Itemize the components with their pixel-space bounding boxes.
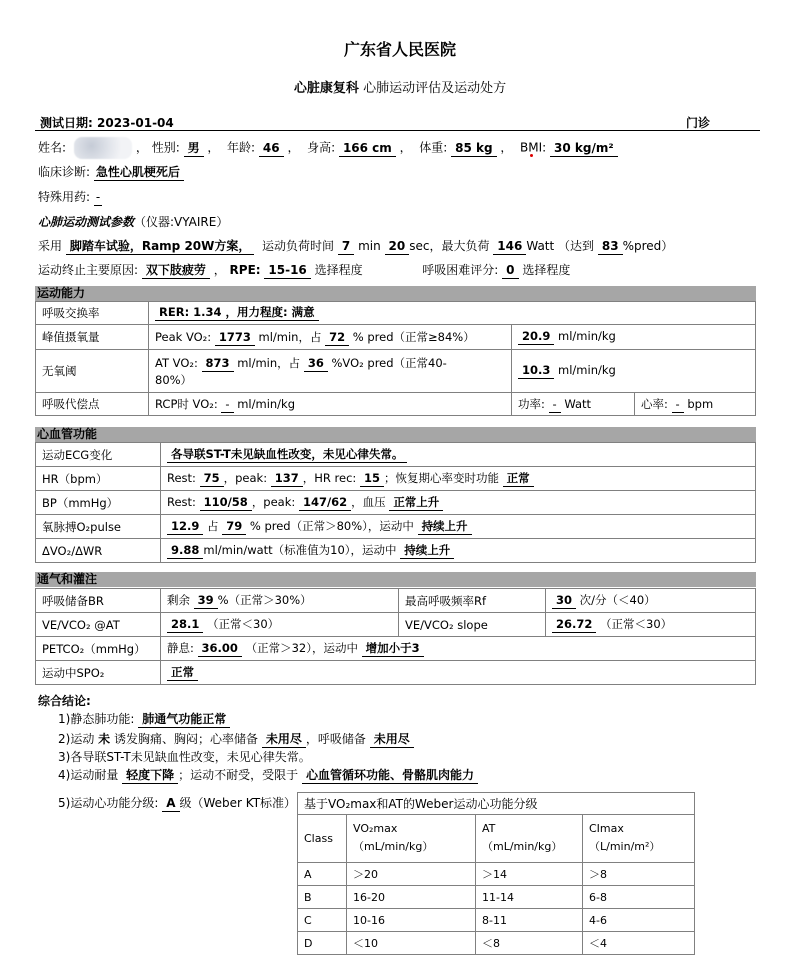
power-value: - (549, 397, 561, 413)
weber-h-class: Class (298, 815, 347, 863)
summary-2c: 诱发胸痛、胸闷；心率储备 (114, 732, 259, 746)
test-date-value: 2023-01-04 (97, 116, 174, 130)
ecg-value: 各导联ST-T未见缺血性改变，未见心律失常。 (167, 447, 407, 463)
table-row (36, 661, 756, 685)
blurred-name (74, 137, 132, 159)
table-row (36, 637, 756, 661)
bp-rest-label: Rest: (167, 495, 196, 509)
summary-2f: 未用尽 (370, 732, 414, 748)
weber-cell: ＞14 (476, 863, 583, 886)
weber-cell: 8-11 (476, 909, 583, 932)
ve-slope-unit: （正常＜30） (600, 617, 673, 631)
slope-value: 9.88 (167, 543, 203, 559)
weber-cell: ＞8 (583, 863, 695, 886)
o2pulse-trend: 持续上升 (418, 519, 472, 535)
rcp-vo2-value: - (221, 397, 233, 413)
peak-vo2-value: 1773 (215, 330, 255, 346)
ventilation-table (35, 588, 756, 685)
ve-slope-value: 26.72 (552, 617, 596, 633)
weber-cell: 6-8 (583, 886, 695, 909)
document-subtitle (0, 77, 800, 96)
seconds-value: 20 (385, 239, 410, 255)
table-row (36, 350, 756, 393)
at-pct-unit: %VO₂ pred（正常40- (331, 355, 447, 370)
slope-trend: 持续上升 (400, 543, 454, 559)
at-kg-unit: ml/min/kg (558, 363, 616, 377)
bp-resp-label: ，血压 (351, 495, 386, 509)
name-label: 姓名: (38, 140, 67, 155)
summary-item-4 (58, 766, 478, 784)
spo2-value: 正常 (167, 665, 198, 681)
o2pulse-unit: % pred（正常＞80%），运动中 (249, 519, 414, 533)
summary-5c: 级（Weber KT标准） (179, 796, 297, 810)
summary-item-5 (58, 794, 296, 812)
weight-label: 体重: (419, 140, 448, 155)
watt-unit: Watt （达到 (526, 239, 595, 253)
summary-4c: ；运动不耐受，受限于 (178, 768, 299, 782)
rcp-vo2-label: RCP时 VO₂: (155, 396, 218, 411)
table-row (298, 909, 695, 932)
petco2-prefix: 静息: (167, 641, 194, 655)
hr-rest-label: Rest: (167, 471, 196, 485)
summary-1-value: 肺通气功能正常 (138, 712, 230, 728)
stop-line: 运动终止主要原因: 双下肢疲劳 ， RPE: 15-16 选择程度 呼吸困难评分: 0 选择程度 (38, 263, 571, 277)
weber-cell: ＞20 (347, 863, 476, 886)
hr-peak-value: 137 (271, 471, 303, 487)
hr-value: - (672, 397, 684, 413)
rpe-hint: 选择程度 (314, 263, 363, 277)
section-exercise: 运动能力 (35, 286, 756, 301)
bp-peak-label: ，peak: (251, 495, 296, 509)
o2pulse-value: 12.9 (167, 519, 203, 535)
max-load-value: 146 (493, 239, 526, 255)
summary-4a: 4)运动耐量 (58, 768, 119, 782)
weber-h-vo2-title: VO₂max (353, 822, 398, 835)
weber-cell: ＜8 (476, 932, 583, 955)
weber-h-at-title: AT (482, 822, 496, 835)
weber-table (297, 792, 695, 955)
weber-cell: A (298, 863, 347, 886)
summary-item-1 (58, 710, 230, 728)
summary-5a: 5)运动心功能分级: (58, 796, 159, 810)
weber-h-ci-unit: （L/min/m²） (589, 840, 661, 853)
diagnosis-line (38, 163, 184, 181)
br-label: 呼吸储备BR (36, 589, 161, 613)
table-row (298, 793, 695, 815)
hr-rec-value: 15 (360, 471, 384, 487)
chrono-value: 正常 (503, 471, 534, 487)
document-title: 心肺运动评估及运动处方 (363, 81, 507, 96)
o2pulse-pct: 79 (222, 519, 246, 535)
weber-h-vo2 (347, 815, 476, 863)
hr-rec-label: ，HR rec: (302, 471, 357, 485)
sec-unit: sec，最大负荷 (409, 239, 490, 253)
cpet-title: 心肺运动测试参数 (38, 215, 135, 229)
hr-peak-label: ，peak: (223, 471, 268, 485)
summary-4b: 轻度下降 (122, 768, 178, 784)
time-label: 运动负荷时间 (262, 239, 335, 253)
dyspnea-value: 0 (502, 263, 518, 279)
table-row (36, 515, 756, 539)
br-prefix: 剩余 (167, 593, 190, 607)
age-label: 年龄: (227, 140, 256, 155)
rf-unit: 次/分（＜40） (579, 593, 656, 607)
height-value: 166 cm (339, 141, 396, 157)
at-vo2-unit: ml/min，占 (237, 355, 301, 370)
at-pct-value: 36 (304, 356, 328, 372)
br-unit: %（正常＞30%） (217, 593, 312, 607)
weber-h-at-unit: （mL/min/kg） (482, 840, 563, 853)
table-row (36, 302, 756, 325)
drug-value: - (95, 190, 101, 204)
ve-slope-label: VE/VCO₂ slope (399, 613, 546, 637)
pred-pct-value: 83 (598, 239, 623, 255)
bp-row-label: BP（mmHg） (36, 491, 161, 515)
department: 心脏康复科 (293, 81, 359, 96)
veat-label: VE/VCO₂ @AT (36, 613, 161, 637)
weber-cell: C (298, 909, 347, 932)
table-row (36, 539, 756, 563)
ecg-label: 运动ECG变化 (36, 443, 161, 467)
pred-unit: %pred） (622, 239, 674, 253)
weight-value: 85 kg (451, 141, 496, 157)
table-row (36, 393, 756, 416)
bp-peak-value: 147/62 (299, 495, 351, 511)
veat-value: 28.1 (167, 617, 203, 633)
rf-label: 最高呼吸频率Rf (399, 589, 546, 613)
cardio-table (35, 442, 756, 563)
power-label: 功率: (518, 396, 545, 411)
rcp-vo2-unit: ml/min/kg (237, 396, 296, 411)
at-label: 无氧阈 (36, 350, 149, 393)
drug-label: 特殊用药: (38, 190, 91, 204)
summary-1-label: 1)静态肺功能: (58, 712, 135, 726)
stop-label: 运动终止主要原因: (38, 263, 139, 277)
hr-unit: bpm (687, 396, 714, 411)
table-row (36, 443, 756, 467)
hr-rest-value: 75 (200, 471, 224, 487)
weber-h-ci-title: CImax (589, 822, 624, 835)
clinic-type: 门诊 (686, 116, 711, 130)
weber-cell: B (298, 886, 347, 909)
power-unit: Watt (564, 396, 592, 411)
at-vo2-label: AT VO₂: (155, 355, 198, 370)
rpe-value: 15-16 (264, 263, 310, 279)
table-row (298, 932, 695, 955)
peak-vo2-unit: ml/min，占 (258, 329, 322, 344)
bp-rest-value: 110/58 (200, 495, 252, 511)
weber-h-ci (583, 815, 695, 863)
bmi-label: BMI: (520, 140, 547, 155)
weber-cell: D (298, 932, 347, 955)
protocol-value: 脚踏车试验，Ramp 20W方案， (66, 239, 255, 255)
protocol-line (38, 237, 673, 255)
summary-2b: 未 (98, 732, 111, 746)
at-vo2-value: 873 (202, 356, 234, 372)
sex-label: 性别: (151, 140, 180, 155)
summary-2a: 2)运动 (58, 732, 95, 746)
bmi-value: 30 kg/m² (550, 141, 618, 157)
table-row (298, 863, 695, 886)
rf-value: 30 (552, 593, 576, 609)
hospital-title: 广东省人民医院 (343, 40, 456, 59)
summary-4d: 心血管循环功能、骨骼肌肉能力 (302, 768, 478, 784)
section-cardio: 心血管功能 (35, 427, 756, 442)
drug-line (38, 188, 102, 206)
peak-kg-unit: ml/min/kg (558, 329, 616, 343)
peak-kg-value: 20.9 (518, 329, 554, 345)
summary-2e: ，呼吸储备 (305, 732, 366, 746)
weber-cell: 4-6 (583, 909, 695, 932)
petco2-label: PETCO₂（mmHg） (36, 637, 161, 661)
weber-cell: ＜4 (583, 932, 695, 955)
header-divider (35, 130, 760, 131)
peak-label: 峰值摄氧量 (36, 325, 149, 350)
use-label: 采用 (38, 239, 63, 253)
summary-item-2 (58, 730, 414, 748)
bp-resp-value: 正常上升 (389, 495, 443, 511)
patient-line: 姓名: ， 性别: 男 ， 年龄: 46 ， 身高: 166 cm ， 体重: 85 kg ， BMI: 30 kg/m² (38, 137, 618, 159)
chrono-label: ；恢复期心率变时功能 (383, 471, 499, 485)
veat-unit: （正常＜30） (207, 617, 280, 631)
summary-item-3: 3)各导联ST-T未见缺血性改变，未见心律失常。 (58, 750, 311, 764)
summary-2d: 未用尽 (262, 732, 306, 748)
weber-h-vo2-unit: （mL/min/kg） (353, 840, 434, 853)
slope-unit: ml/min/watt（标准值为10），运动中 (203, 543, 397, 557)
exercise-table (35, 301, 756, 416)
at-pct-unit2: 80%） (155, 372, 193, 387)
section-ventilation: 通气和灌注 (35, 572, 756, 587)
height-label: 身高: (307, 140, 336, 155)
table-row (36, 589, 756, 613)
weber-cell: 16-20 (347, 886, 476, 909)
table-row (36, 613, 756, 637)
diagnosis-label: 临床诊断: (38, 165, 91, 179)
table-row (36, 325, 756, 350)
dyspnea-hint: 选择程度 (522, 263, 571, 277)
diagnosis-value: 急性心肌梗死后 (94, 165, 184, 181)
peak-vo2-label: Peak VO₂: (155, 329, 212, 344)
min-unit: min (358, 239, 381, 253)
hr-row-label: HR（bpm） (36, 467, 161, 491)
spo2-label: 运动中SPO₂ (36, 661, 161, 685)
dyspnea-label: 呼吸困难评分: (422, 263, 499, 277)
summary-5b: A (162, 796, 179, 812)
stop-reason: 双下肢疲劳 (142, 263, 210, 279)
weber-cell: ＜10 (347, 932, 476, 955)
table-row (298, 886, 695, 909)
cpet-heading (38, 213, 228, 230)
peak-pct-unit: % pred（正常≥84%） (352, 329, 475, 344)
weber-h-at (476, 815, 583, 863)
summary-title: 综合结论: (38, 694, 91, 708)
rer-value: RER: 1.34 ，用力程度: 满意 (155, 305, 319, 321)
br-value: 39 (194, 593, 218, 609)
weber-cell: 11-14 (476, 886, 583, 909)
petco2-value: 36.00 (198, 641, 242, 657)
test-date-label: 测试日期: (40, 116, 93, 130)
slope-label: ΔVO₂/ΔWR (36, 539, 161, 563)
test-date (40, 114, 174, 131)
rpe-label: RPE: (229, 263, 261, 277)
table-row (298, 815, 695, 863)
red-marker (530, 154, 533, 157)
age-value: 46 (259, 141, 284, 157)
cpet-device: （仪器:VYAIRE） (134, 215, 229, 229)
petco2-trend: 增加小于3 (362, 641, 424, 657)
peak-pct-value: 72 (325, 330, 349, 346)
minutes-value: 7 (338, 239, 354, 255)
rer-label: 呼吸交换率 (36, 302, 149, 325)
at-kg-value: 10.3 (518, 363, 554, 379)
o2pulse-occupy: 占 (207, 519, 219, 533)
table-row (36, 491, 756, 515)
o2pulse-label: 氧脉搏O₂pulse (36, 515, 161, 539)
weber-caption: 基于VO₂max和AT的Weber运动心功能分级 (298, 793, 695, 815)
hr-label: 心率: (641, 396, 668, 411)
weber-cell: 10-16 (347, 909, 476, 932)
sex-value: 男 (184, 141, 204, 157)
table-row (36, 467, 756, 491)
rcp-label: 呼吸代偿点 (36, 393, 149, 416)
petco2-unit: （正常＞32），运动中 (245, 641, 358, 655)
